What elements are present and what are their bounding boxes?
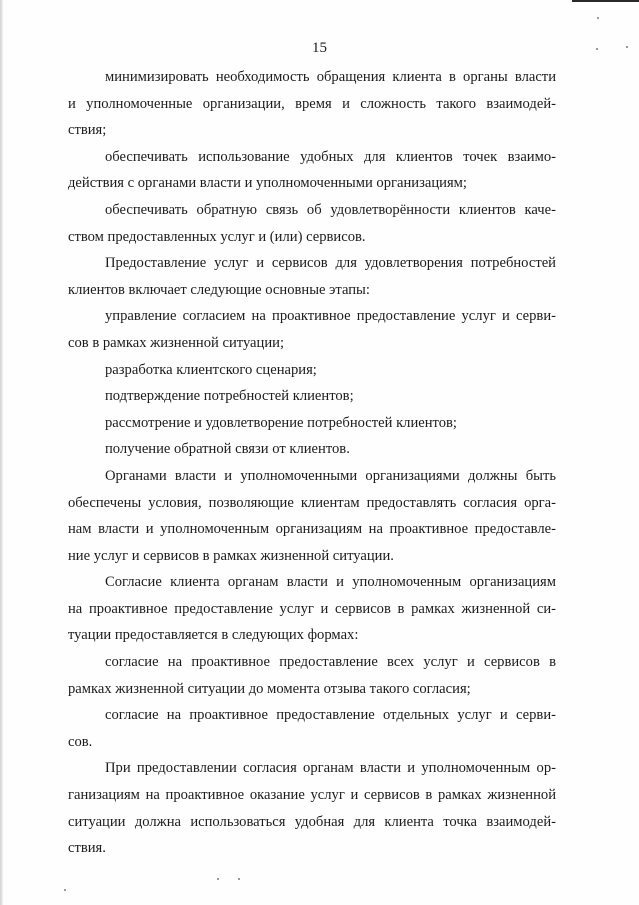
paragraph — [68, 197, 556, 250]
text-line: управление согласием на проактивное предоставление услуг и серви- — [105, 308, 556, 325]
text-line: обеспечивать использование удобных для клиентов точек взаимо- — [105, 148, 556, 165]
text-line: Органами власти и уполномоченными организациями должны быть — [105, 467, 556, 484]
paragraph — [68, 436, 556, 463]
scan-speck — [64, 889, 66, 891]
paragraph — [68, 303, 556, 356]
text-line: Согласие клиента органам власти и уполномоченным организациям — [105, 574, 556, 591]
text-line: рамках жизненной ситуации до момента отзыва такого согласия; — [68, 680, 471, 697]
text-line: Предоставление услуг и сервисов для удовлетворения потребностей — [105, 255, 556, 272]
paragraph — [68, 649, 556, 702]
text-line: и уполномоченные организации, время и сложность такого взаимодей- — [68, 95, 556, 112]
text-line: сов. — [68, 733, 93, 750]
text-line: При предоставлении согласия органам власти и уполномоченным ор- — [105, 760, 556, 777]
paragraph — [68, 383, 556, 410]
text-line: ствия. — [68, 840, 106, 857]
scan-speck — [217, 878, 219, 880]
text-line: согласие на проактивное предоставление всех услуг и сервисов в — [105, 654, 556, 671]
text-line: клиентов включает следующие основные этапы: — [68, 281, 370, 298]
text-line: ствия; — [68, 122, 107, 139]
paragraph — [68, 410, 556, 437]
text-line: ством предоставленных услуг и (или) сервисов. — [68, 228, 366, 245]
text-line: минимизировать необходимость обращения клиента в органы власти — [105, 69, 556, 85]
text-line: ганизациям на проактивное оказание услуг и сервисов в рамках жизненной — [68, 787, 556, 804]
scan-speck — [238, 878, 240, 880]
scan-edge-shadow — [0, 0, 3, 905]
scan-top-mark — [572, 0, 639, 2]
paragraph — [68, 64, 556, 144]
text-line: сов в рамках жизненной ситуации; — [68, 334, 285, 351]
body-text — [68, 64, 556, 862]
paragraph — [68, 755, 556, 861]
text-line: ние услуг и сервисов в рамках жизненной ситуации. — [68, 547, 394, 564]
paragraph — [68, 702, 556, 755]
text-line: получение обратной связи от клиентов. — [105, 441, 350, 458]
text-line: подтверждение потребностей клиентов; — [105, 388, 354, 405]
scan-speck — [597, 17, 599, 19]
text-line: туации предоставляется в следующих формах: — [68, 627, 359, 644]
text-line: нам власти и уполномоченным организациям на проактивное предоставле- — [68, 521, 556, 538]
text-line: на проактивное предоставление услуг и сервисов в рамках жизненной си- — [68, 600, 556, 617]
text-line: обеспечены условия, позволяющие клиентам предоставлять согласия орга- — [68, 494, 556, 511]
paragraph — [68, 144, 556, 197]
page-number: 15 — [312, 40, 327, 56]
text-line: ситуации должна использоваться удобная для клиента точка взаимодей- — [68, 813, 556, 830]
text-line: разработка клиентского сценария; — [105, 361, 317, 378]
text-line: согласие на проактивное предоставление отдельных услуг и серви- — [105, 707, 556, 724]
paragraph — [68, 569, 556, 649]
text-line: обеспечивать обратную связь об удовлетворённости клиентов каче- — [105, 201, 556, 218]
paragraph — [68, 463, 556, 569]
paragraph — [68, 357, 556, 384]
paragraph — [68, 250, 556, 303]
text-line: действия с органами власти и уполномоченными организациям; — [68, 175, 467, 192]
text-line: рассмотрение и удовлетворение потребностей клиентов; — [105, 414, 457, 431]
